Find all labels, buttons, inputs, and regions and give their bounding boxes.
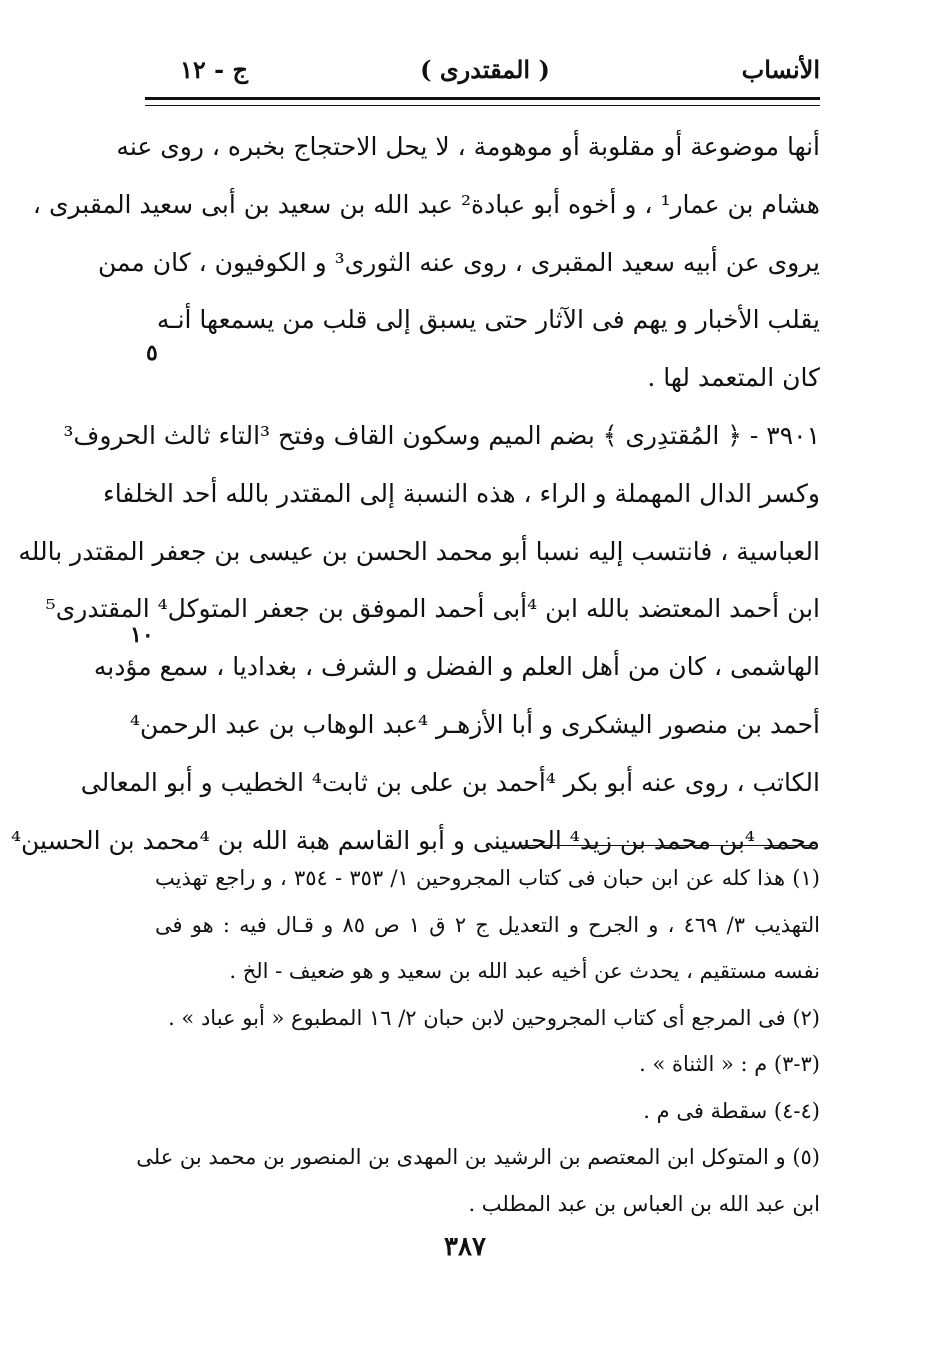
text-line: وكسر الدال المهملة و الراء ، هذه النسبة إلى المقتدر بالله أحد الخلفاء xyxy=(102,478,820,508)
text-line: أنها موضوعة أو مقلوبة أو موهومة ، لا يحل الاحتجاج بخبره ، روى عنه xyxy=(116,132,820,161)
text-line: أحمد بن منصور اليشكرى و أبا الأزهـر ⁴عبد الوهاب بن عبد الرحمن⁴ xyxy=(129,709,820,739)
footnote-rule xyxy=(520,845,815,846)
text-line: محمد ⁴بن محمد بن زيد⁴ الحسينى و أبو القاسم هبة الله بن ⁴محمد بن الحسين⁴ xyxy=(10,825,820,855)
footnotes xyxy=(136,855,820,1227)
text-line: هشام بن عمار¹ ، و أخوه أبو عبادة² عبد الله بن سعيد بن أبى سعيد المقبرى ، xyxy=(32,189,820,219)
footnote-line: ابن عبد الله بن العباس بن عبد المطلب . xyxy=(468,1191,820,1216)
line-number-10: ١٠ xyxy=(130,622,154,648)
footnote-line: (١) هذا كله عن ابن حبان فى كتاب المجروحين ١/ ٣٥٣ - ٣٥٤ ، و راجع تهذيب xyxy=(155,866,820,890)
text-line: يروى عن أبيه سعيد المقبرى ، روى عنه الثورى³ و الكوفيون ، كان ممن xyxy=(97,247,820,277)
text-line: ابن أحمد المعتضد بالله ابن ⁴أبى أحمد الموفق بن جعفر المتوكل⁴ المقتدرى⁵ xyxy=(45,594,820,624)
running-header xyxy=(150,55,820,95)
line-number-5: ٥ xyxy=(146,340,158,366)
footnote-line: (٣-٣) م : « الثناة » . xyxy=(639,1052,820,1076)
footnote-line: نفسه مستقيم ، يحدث عن أخيه عبد الله بن سعيد و هو ضعيف - الخ . xyxy=(229,959,820,983)
text-line: الهاشمى ، كان من أهل العلم و الفضل و الشرف ، بغداديا ، سمع مؤدبه xyxy=(93,652,820,682)
header-entry-title: ( المقتدرى ) xyxy=(420,55,550,84)
footnote-line: (٤-٤) سقطة فى م . xyxy=(643,1098,820,1123)
text-line: العباسية ، فانتسب إليه نسبا أبو محمد الحسن بن عيسى بن جعفر المقتدر بالله xyxy=(18,536,820,566)
text-line: الكاتب ، روى عنه أبو بكر ⁴أحمد بن على بن ثابت⁴ الخطيب و أبو المعالى xyxy=(80,767,820,797)
footnote-line: (٢) فى المرجع أى كتاب المجروحين لابن حبان ٢/ ١٦ المطبوع « أبو عباد » . xyxy=(168,1005,820,1030)
footnote-line: (٥) و المتوكل ابن المعتصم بن الرشيد بن المهدى بن المنصور بن محمد بن على xyxy=(136,1145,820,1169)
header-book-title: الأنساب xyxy=(741,55,820,84)
text-line: يقلب الأخبار و يهم فى الآثار حتى يسبق إلى قلب من يسمعها أنـه xyxy=(156,305,820,335)
entry-heading-line: ٣٩٠١ - ﴿ المُقتدِرى ﴾ بضم الميم وسكون القاف وفتح ³التاء ثالث الحروف³ xyxy=(63,420,820,450)
footnote-line: التهذيب ٣/ ٤٦٩ ، و الجرح و التعديل ج ٢ ق ١ ص ٨٥ و قـال فيه : هو فى xyxy=(155,912,820,937)
header-volume: ج - ١٢ xyxy=(180,55,248,84)
text-line: كان المتعمد لها . xyxy=(647,363,820,393)
header-rule xyxy=(145,97,820,106)
page-number: ٣٨٧ xyxy=(444,1232,486,1262)
